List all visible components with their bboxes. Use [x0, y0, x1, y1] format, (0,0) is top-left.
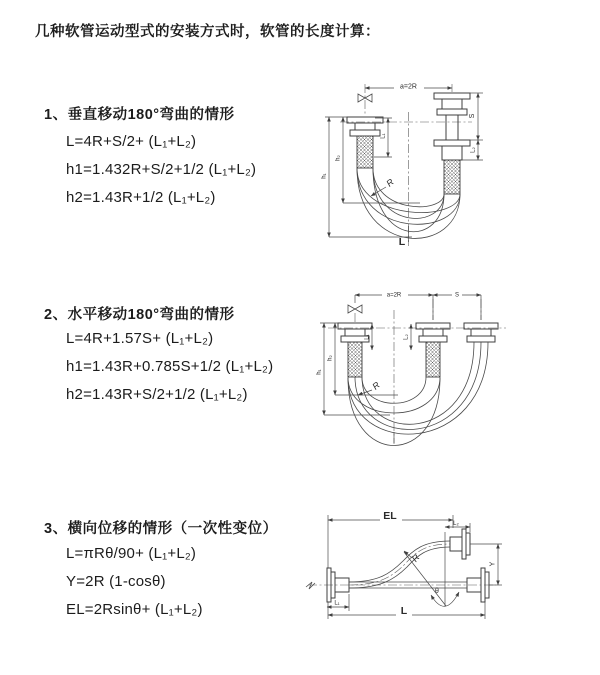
section3-heading: 3、横向位移的情形（一次性变位） [44, 521, 278, 537]
diagram-vertical-180-bend [312, 66, 580, 262]
braided-hose-section [444, 160, 460, 194]
radius-label: R [370, 379, 382, 392]
section2-formula-h2: h2=1.43R+S/2+1/2 (L₁+L₂) [66, 386, 248, 403]
dim-label-a2r: a=2R [400, 83, 417, 91]
dim-label-h2: h₂ [327, 355, 334, 361]
page-title: 几种软管运动型式的安装方式时，软管的长度计算： [35, 24, 380, 40]
diagram-horizontal-180-bend [310, 282, 600, 460]
section1-formula-L: L=4R+S/2+ (L₁+L₂) [66, 133, 197, 150]
dim-label-h1: h₁ [321, 173, 328, 179]
hose-s-curve [349, 541, 450, 588]
diagram-lateral-displacement [300, 498, 600, 660]
dim-label-a2r: a=2R [386, 292, 402, 299]
section1-formula-h1: h1=1.432R+S/2+1/2 (L₁+L₂) [66, 161, 257, 178]
section3-formula-EL: EL=2Rsinθ+ (L₁+L₂) [66, 601, 203, 618]
section3-formula-Y: Y=2R (1-cosθ) [66, 573, 166, 590]
section1-heading: 1、垂直移动180°弯曲的情形 [44, 107, 235, 123]
dim-label-l2: L₂ [453, 521, 459, 527]
section3-formula-L: L=πRθ/90+ (L₁+L₂) [66, 545, 197, 562]
centerline-break-mark [306, 582, 315, 589]
section2-formula-L: L=4R+1.57S+ (L₁+L₂) [66, 330, 214, 347]
radius-label: R [409, 552, 422, 564]
length-label: L [400, 605, 408, 617]
dim-label-h2: h₂ [335, 155, 342, 161]
radius-construction-line [404, 552, 446, 606]
braided-hose-section [357, 136, 373, 168]
length-label: L [398, 236, 406, 248]
hose-u-bend-curves [348, 342, 488, 446]
dim-label-s: S [469, 113, 476, 119]
dim-label-l1: L₁ [364, 334, 371, 340]
dim-label-l2: L₂ [470, 147, 477, 153]
section2-heading: 2、水平移动180°弯曲的情形 [44, 307, 235, 323]
middle-pipe-flange [416, 323, 450, 377]
dim-label-l1: L₁ [334, 600, 340, 607]
dim-label-s: S [454, 292, 460, 299]
left-pipe-flange [338, 323, 372, 377]
upper-flange [450, 529, 470, 559]
dim-label-l1: L₁ [380, 133, 387, 139]
left-pipe-flange [347, 117, 383, 168]
radius-label: R [384, 176, 396, 189]
valve-icon [348, 305, 362, 323]
braided-hose-section [426, 342, 440, 377]
dim-label-h1: h₁ [316, 369, 323, 375]
dim-label-y: Y [489, 561, 497, 567]
right-pipe-flange [464, 323, 498, 342]
section1-formula-h2: h2=1.43R+1/2 (L₁+L₂) [66, 189, 216, 206]
angle-label-theta: θ [435, 588, 439, 595]
braided-hose-section [348, 342, 362, 377]
dim-label-el: EL [383, 510, 397, 522]
section2-formula-h1: h1=1.43R+0.785S+1/2 (L₁+L₂) [66, 358, 274, 375]
dim-label-l2: L₂ [403, 334, 410, 340]
right-pipe-flanges [434, 93, 470, 194]
